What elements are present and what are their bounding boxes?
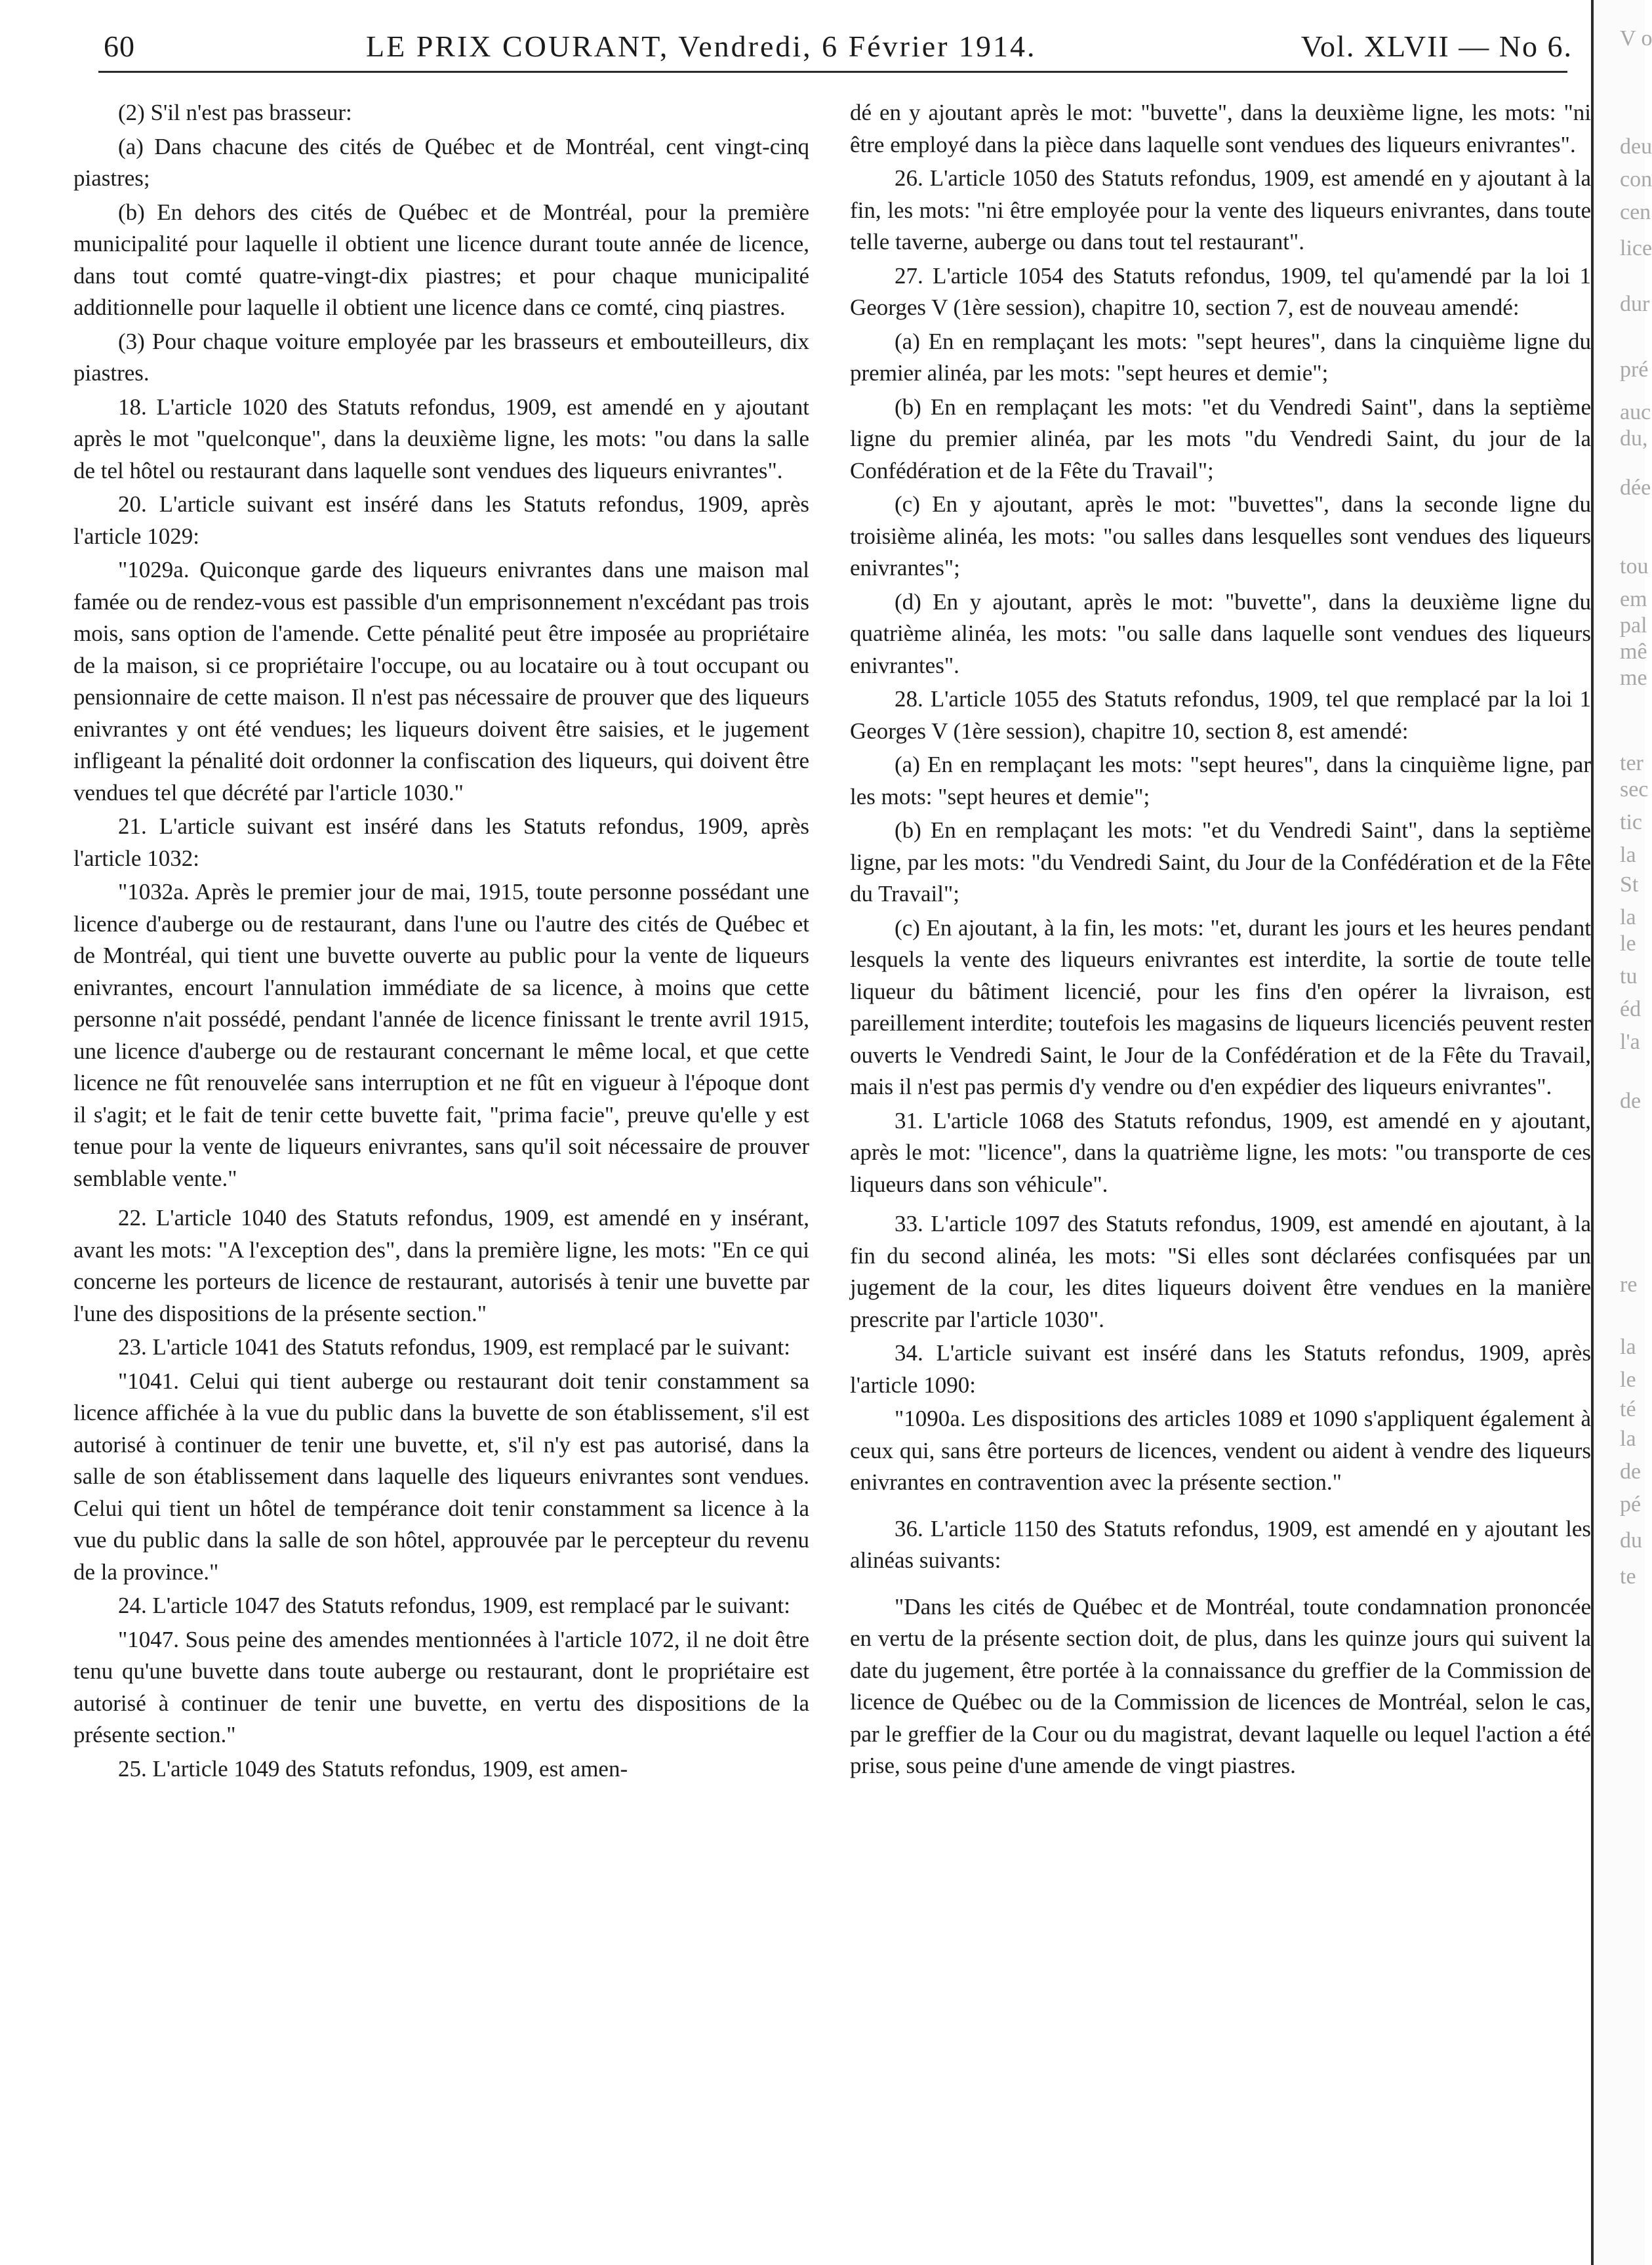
paragraph: 34. L'article suivant est inséré dans les Statuts refondus, 1909, après l'article 1090: (850, 1340, 1591, 1398)
paragraph: 22. L'article 1040 des Statuts refondus, 1909, est amendé en y insérant, avant les mots: "A l'exception des", dans la première ligne, les mots: "En ce qui concerne les porteurs de licence de restaurant, autorisés à tenir une buvette par l'une des dispositions de la présente section." (73, 1205, 809, 1326)
paragraph: 27. L'article 1054 des Statuts refondus, 1909, tel qu'amendé par la loi 1 Georges V (1ère session), chapitre 10, section 7, est de nouveau amendé: (850, 262, 1591, 320)
paragraph: (a) Dans chacune des cités de Québec et de Montréal, cent vingt-cinq piastres; (73, 133, 809, 191)
margin-fragment: lice (1620, 236, 1652, 260)
margin-fragment: la (1620, 843, 1636, 867)
paragraph: (2) S'il n'est pas brasseur: (118, 100, 352, 125)
margin-fragment: ter (1620, 751, 1643, 775)
margin-fragment: le (1620, 1368, 1636, 1392)
margin-fragment: me (1620, 666, 1647, 690)
margin-fragment: tu (1620, 964, 1638, 989)
paragraph: (b) En en remplaçant les mots: "et du Vendredi Saint", dans la septième ligne du premier alinéa, par les mots "du Vendredi Saint, du jour de la Confédération et de la Fête du Travail"; (850, 394, 1591, 483)
margin-fragment: de (1620, 1089, 1642, 1113)
margin-fragment: la (1620, 905, 1636, 929)
margin-fragment: le (1620, 931, 1636, 956)
paragraph: 23. L'article 1041 des Statuts refondus, 1909, est remplacé par le suivant: (118, 1334, 790, 1360)
margin-fragment: la (1620, 1335, 1636, 1359)
margin-fragment: cen (1620, 200, 1651, 224)
paragraph: 18. L'article 1020 des Statuts refondus, 1909, est amendé en y ajoutant après le mot "quelconque", dans la deuxième ligne, les mots: "ou dans la salle de tel hôtel ou restaurant dans laquelle sont vendues des liqueurs enivrantes". (73, 394, 809, 483)
margin-fragment: pal (1620, 613, 1647, 638)
header-rule (98, 71, 1567, 73)
adjacent-page-edge (1591, 0, 1652, 2265)
paragraph: "1090a. Les dispositions des articles 1089 et 1090 s'appliquent également à ceux qui, sans être porteurs de licences, vendent ou aident à vendre des liqueurs enivrantes en contravention avec la présente section." (850, 1406, 1591, 1495)
paragraph: 21. L'article suivant est inséré dans les Statuts refondus, 1909, après l'article 1032: (73, 813, 809, 871)
paragraph: 28. L'article 1055 des Statuts refondus, 1909, tel que remplacé par la loi 1 Georges V (1ère session), chapitre 10, section 8, est amendé: (850, 686, 1591, 744)
paragraph: 33. L'article 1097 des Statuts refondus, 1909, est amendé en ajoutant, à la fin du second alinéa, les mots: "Si elles sont déclarées confisquées par un jugement de la cour, les dites liqueurs doivent être vendues en la manière prescrite par l'article 1030". (850, 1211, 1591, 1332)
paragraph: (a) En en remplaçant les mots: "sept heures", dans la cinquième ligne, par les mots: "sept heures et demie"; (850, 752, 1591, 809)
margin-fragment: té (1620, 1397, 1636, 1421)
margin-fragment: em (1620, 587, 1647, 611)
paragraph: 31. L'article 1068 des Statuts refondus, 1909, est amendé en y ajoutant, après le mot: "licence", dans la quatrième ligne, les mots: "ou transporte de ces liqueurs dans son véhicule". (850, 1107, 1591, 1197)
margin-fragment: pré (1620, 357, 1649, 382)
page-number: 60 (104, 30, 135, 63)
margin-fragment: la (1620, 1427, 1636, 1451)
paragraph: 25. L'article 1049 des Statuts refondus, 1909, est amen- (118, 1755, 628, 1782)
margin-fragment: pé (1620, 1492, 1642, 1517)
margin-fragment: éd (1620, 997, 1642, 1021)
paragraph: (a) En en remplaçant les mots: "sept heures", dans la cinquième ligne du premier alinéa, par les mots: "sept heures et demie"; (850, 328, 1591, 386)
margin-fragment: dée (1620, 476, 1651, 500)
paragraph: 26. L'article 1050 des Statuts refondus, 1909, est amendé en y ajoutant à la fin, les mots: "ni être employée pour la vente des liqueurs enivrantes, dans toute telle taverne, auberge ou dans tout tel restaurant". (850, 165, 1591, 255)
paragraph: (3) Pour chaque voiture employée par les brasseurs et embouteilleurs, dix piastres. (73, 328, 809, 386)
margin-fragment: dur (1620, 292, 1650, 316)
paragraph: 36. L'article 1150 des Statuts refondus, 1909, est amendé en y ajoutant les alinéas suivants: (850, 1515, 1591, 1573)
paragraph: (b) En dehors des cités de Québec et de Montréal, pour la première municipalité pour laquelle il obtient une licence durant toute année de licence, dans tout comté quatre-vingt-dix piastres; et pour chaque municipalité additionnelle pour laquelle il obtient une licence dans ce comté, cinq piastres. (73, 199, 809, 320)
paragraph: (b) En en remplaçant les mots: "et du Vendredi Saint", dans la septième ligne, par les mots: "du Vendredi Saint, du Jour de la Confédération et de la Fête du Travail"; (850, 817, 1591, 907)
paragraph: 24. L'article 1047 des Statuts refondus, 1909, est remplacé par le suivant: (118, 1593, 790, 1618)
margin-fragment: V o (1620, 26, 1652, 51)
masthead-title: LE PRIX COURANT, Vendredi, 6 Février 1914. (366, 30, 1037, 63)
margin-fragment: auc (1620, 400, 1651, 424)
volume-number: Vol. XLVII — No 6. (1300, 30, 1573, 63)
margin-fragment: du (1620, 1528, 1642, 1553)
margin-fragment: du, (1620, 426, 1648, 451)
left-column (73, 97, 809, 1787)
margin-fragment: mê (1620, 640, 1647, 664)
margin-fragment: tic (1620, 810, 1642, 834)
margin-fragment: deu (1620, 134, 1652, 159)
margin-fragment: sec (1620, 777, 1649, 802)
margin-fragment: St (1620, 872, 1639, 897)
margin-fragment: tou (1620, 554, 1649, 579)
paragraph: 20. L'article suivant est inséré dans les Statuts refondus, 1909, après l'article 1029: (73, 491, 809, 549)
right-column (850, 97, 1591, 1784)
margin-fragment: de (1620, 1459, 1642, 1484)
paragraph: "1029a. Quiconque garde des liqueurs enivrantes dans une maison mal famée ou de rendez-vous est passible d'un emprisonnement n'excédant pas trois mois, sans option de l'amende. Cette pénalité peut être imposée au propriétaire de la maison, si ce propriétaire l'occupe, ou au locataire ou à tout occupant ou pensionnaire de cette maison. Il n'est pas nécessaire de prouver que des liqueurs enivrantes y ont été vendues; les liqueurs doivent être saisies, et le jugement infligeant la pénalité doit ordonner la confiscation des liqueurs, qui doivent être vendues tel que décrété par l'article 1030." (73, 557, 809, 806)
paragraph: "1041. Celui qui tient auberge ou restaurant doit tenir constamment sa licence affichée à la vue du public dans la buvette de son établissement, s'il est autorisé à continuer de tenir une buvette, et, s'il n'y est pas autorisé, dans la salle de son établissement dans laquelle des liqueurs enivrantes sont vendues. Celui qui tient un hôtel de tempérance doit tenir constamment sa licence à la vue du public dans la salle de son hôtel, approuvée par le percepteur du revenu de la province." (73, 1368, 809, 1585)
paragraph: "Dans les cités de Québec et de Montréal, toute condamnation prononcée en vertu de la présente section doit, de plus, dans les quinze jours qui suivent la date du jugement, être portée à la connaissance du greffier de la Commission de licence de Québec ou de la Commission de licences de Montréal, selon le cas, par le greffier de la Cour ou du magistrat, devant laquelle ou lequel l'action a été prise, sous peine d'une amende de vingt piastres. (850, 1593, 1591, 1778)
margin-fragment: con (1620, 167, 1652, 192)
page-header (104, 29, 1573, 81)
paragraph: (c) En y ajoutant, après le mot: "buvettes", dans la seconde ligne du troisième alinéa, les mots: "ou salles dans lesquelles sont vendues des liqueurs enivrantes"; (850, 491, 1591, 581)
margin-fragment: re (1620, 1273, 1638, 1297)
paragraph: "1032a. Après le premier jour de mai, 1915, toute personne possédant une licence d'auberge ou de restaurant, dans l'une ou l'autre des cités de Québec et de Montréal, qui tient une buvette ouverte au public pour la vente de liqueurs enivrantes, encourt l'annulation immédiate de sa licence, à moins que cette personne n'ait possédé, pendant l'année de licence finissant le trente avril 1915, une licence d'auberge ou de restaurant concernant le même local, et que cette licence ne fût renouvelée sans interruption et ne fût en vigueur à l'époque dont il s'agit; et le fait de tenir cette buvette fait, "prima facie", preuve qu'elle y est tenue pour la vente de liqueurs enivrantes, sans qu'il soit nécessaire de prouver semblable vente." (73, 879, 809, 1191)
paragraph: (c) En ajoutant, à la fin, les mots: "et, durant les jours et les heures pendant lesquels la vente des liqueurs enivrantes est interdite, la sortie de toute telle liqueur du bâtiment licencié, pour les fins d'en opérer la livraison, est pareillement interdite; toutefois les magasins de liqueurs licenciés peuvent rester ouverts le Vendredi Saint, le Jour de la Confédération et de la Fête du Travail, mais il n'est pas permis d'y vendre ou d'en expédier des liqueurs enivrantes". (850, 914, 1591, 1099)
paragraph: "1047. Sous peine des amendes mentionnées à l'article 1072, il ne doit être tenu qu'une buvette dans toute auberge ou restaurant, dont le propriétaire est autorisé à continuer de tenir une buvette, en vertu des dispositions de la présente section." (73, 1626, 809, 1747)
margin-fragment: l'a (1620, 1030, 1640, 1054)
paragraph: (d) En y ajoutant, après le mot: "buvette", dans la deuxième ligne du quatrième alinéa, les mots: "ou salle dans laquelle sont vendues des liqueurs enivrantes". (850, 588, 1591, 678)
margin-fragment: te (1620, 1564, 1636, 1589)
paragraph: dé en y ajoutant après le mot: "buvette", dans la deuxième ligne, les mots: "ni être employé dans la pièce dans laquelle sont vendues des liqueurs enivrantes". (850, 100, 1591, 157)
